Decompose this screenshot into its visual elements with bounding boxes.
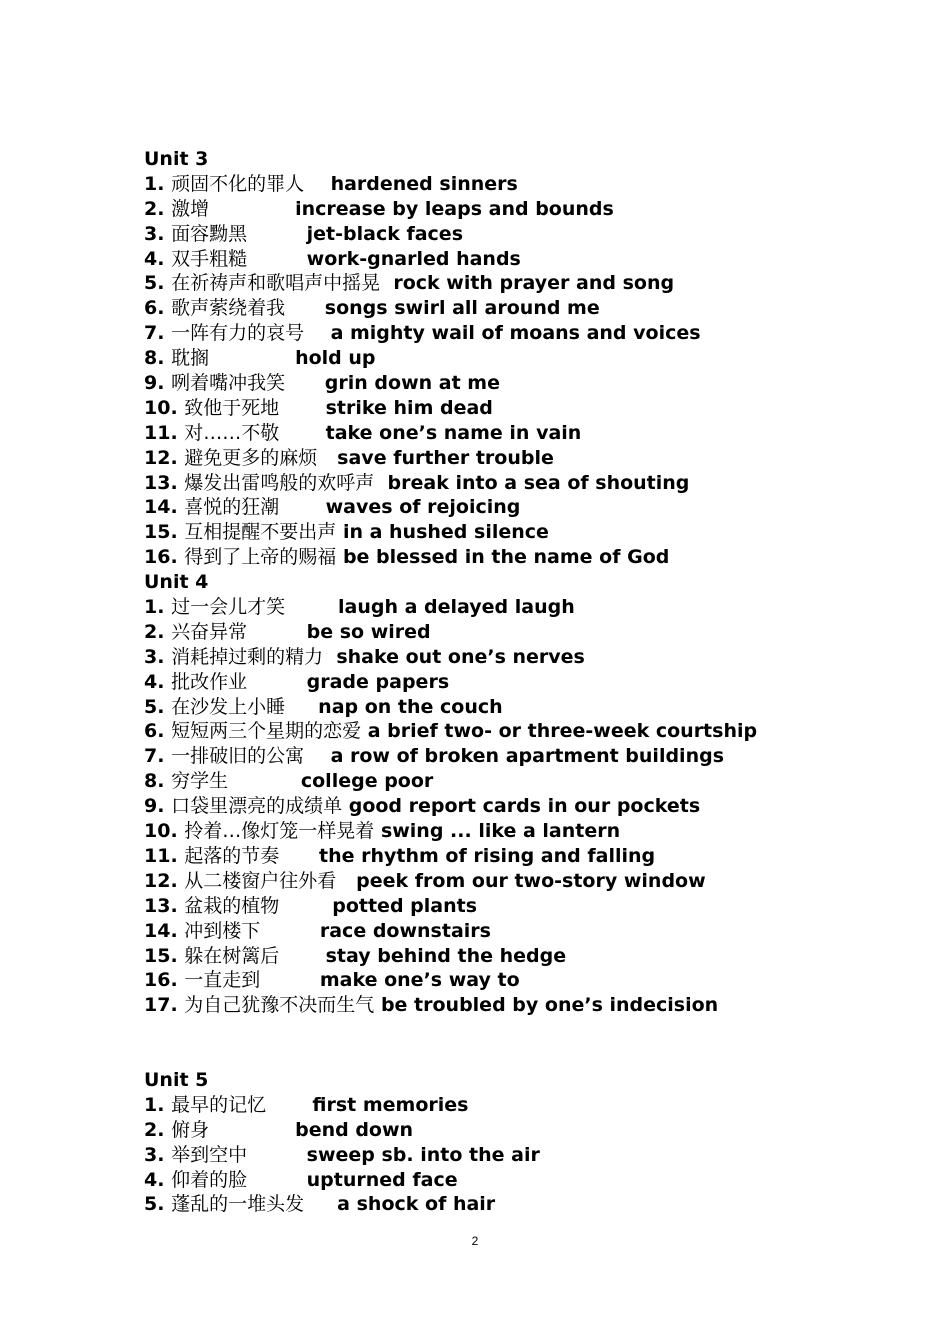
term-separator xyxy=(304,322,330,344)
english-term: a brief two- or three-week courtship xyxy=(367,720,758,743)
item-number: 5. xyxy=(144,695,165,718)
english-term: be so wired xyxy=(306,620,431,643)
vocab-item xyxy=(144,670,904,695)
item-number: 12. xyxy=(144,869,178,892)
chinese-term: 避免更多的麻烦 xyxy=(184,446,318,469)
item-number: 2. xyxy=(144,197,165,220)
item-number: 15. xyxy=(144,944,178,967)
english-term: take one’s name in vain xyxy=(325,421,582,444)
chinese-term: 兴奋异常 xyxy=(171,620,248,643)
vocab-item xyxy=(144,894,904,919)
chinese-term: 耽搁 xyxy=(171,347,210,370)
item-number: 3. xyxy=(144,645,165,668)
english-term: break into a sea of shouting xyxy=(387,471,690,494)
item-number: 4. xyxy=(144,670,165,693)
vocab-item xyxy=(144,1192,904,1217)
english-term: a row of broken apartment buildings xyxy=(330,745,725,768)
vocab-item xyxy=(144,769,904,794)
vocab-item xyxy=(144,446,904,471)
term-separator xyxy=(260,920,320,942)
vocab-item xyxy=(144,944,904,969)
english-term: strike him dead xyxy=(325,396,493,419)
item-number: 1. xyxy=(144,1093,165,1116)
vocab-item xyxy=(144,247,904,272)
english-term: nap on the couch xyxy=(318,695,503,718)
item-number: 17. xyxy=(144,994,178,1017)
vocab-item xyxy=(144,172,904,197)
chinese-term: 拎着…像灯笼一样晃着 xyxy=(184,820,375,843)
item-number: 3. xyxy=(144,222,165,245)
vocab-item xyxy=(144,993,904,1018)
item-number: 5. xyxy=(144,1193,165,1216)
english-term: songs swirl all around me xyxy=(324,297,600,320)
term-separator xyxy=(279,895,332,917)
english-term: increase by leaps and bounds xyxy=(295,197,614,220)
term-separator xyxy=(304,173,330,195)
item-number: 4. xyxy=(144,1168,165,1191)
vocab-item xyxy=(144,719,904,744)
term-separator xyxy=(285,596,338,618)
blank-space xyxy=(144,1018,904,1068)
term-separator xyxy=(336,546,343,568)
vocab-item xyxy=(144,296,904,321)
term-separator xyxy=(247,1169,307,1191)
english-term: jet-black faces xyxy=(306,222,464,245)
term-separator xyxy=(336,521,343,543)
english-term: shake out one’s nerves xyxy=(336,645,585,668)
item-number: 2. xyxy=(144,620,165,643)
unit-title: Unit 5 xyxy=(144,1068,209,1091)
item-number: 9. xyxy=(144,795,165,818)
english-term: rock with prayer and song xyxy=(393,272,675,295)
item-number: 1. xyxy=(144,596,165,619)
term-separator xyxy=(336,870,356,892)
document-body xyxy=(144,147,904,1217)
chinese-term: 冲到楼下 xyxy=(184,919,261,942)
term-separator xyxy=(209,198,295,220)
term-separator xyxy=(247,621,307,643)
term-separator xyxy=(304,1193,337,1215)
chinese-term: 致他于死地 xyxy=(184,396,280,419)
term-separator xyxy=(374,820,381,842)
chinese-term: 盆栽的植物 xyxy=(184,894,280,917)
chinese-term: 面容黝黑 xyxy=(171,222,248,245)
vocab-item xyxy=(144,1093,904,1118)
chinese-term: 蓬乱的一堆头发 xyxy=(171,1193,305,1216)
vocab-item xyxy=(144,471,904,496)
chinese-term: 互相提醒不要出声 xyxy=(184,521,337,544)
vocab-item xyxy=(144,968,904,993)
term-separator xyxy=(279,945,325,967)
chinese-term: 顽固不化的罪人 xyxy=(171,172,305,195)
term-separator xyxy=(279,422,325,444)
term-separator xyxy=(323,646,336,668)
english-term: waves of rejoicing xyxy=(325,496,521,519)
english-term: a shock of hair xyxy=(337,1193,496,1216)
term-separator xyxy=(260,969,320,991)
term-separator xyxy=(209,1119,295,1141)
item-number: 11. xyxy=(144,844,178,867)
chinese-term: 为自己犹豫不决而生气 xyxy=(184,994,375,1017)
vocab-item xyxy=(144,1168,904,1193)
chinese-term: 得到了上帝的赐福 xyxy=(184,546,337,569)
chinese-term: 一排破旧的公寓 xyxy=(171,745,305,768)
chinese-term: 激增 xyxy=(171,197,210,220)
term-separator xyxy=(247,1144,307,1166)
english-term: sweep sb. into the air xyxy=(306,1143,540,1166)
vocab-item xyxy=(144,869,904,894)
english-term: hold up xyxy=(295,347,376,370)
vocab-item xyxy=(144,321,904,346)
english-term: bend down xyxy=(295,1118,414,1141)
chinese-term: 一直走到 xyxy=(184,969,261,992)
vocab-item xyxy=(144,371,904,396)
english-term: stay behind the hedge xyxy=(325,944,567,967)
english-term: grade papers xyxy=(306,670,450,693)
unit-title: Unit 4 xyxy=(144,571,209,594)
vocab-item xyxy=(144,794,904,819)
english-term: a mighty wail of moans and voices xyxy=(330,322,701,345)
chinese-term: 最早的记忆 xyxy=(171,1093,267,1116)
item-number: 3. xyxy=(144,1143,165,1166)
vocab-item xyxy=(144,744,904,769)
page-number: 2 xyxy=(471,1234,479,1248)
vocab-item xyxy=(144,222,904,247)
item-number: 10. xyxy=(144,820,178,843)
english-term: in a hushed silence xyxy=(342,521,549,544)
english-term: save further trouble xyxy=(337,446,554,469)
chinese-term: 起落的节奏 xyxy=(184,844,280,867)
term-separator xyxy=(279,496,325,518)
unit-4-list xyxy=(144,595,904,1018)
vocab-item xyxy=(144,346,904,371)
term-separator xyxy=(247,671,307,693)
item-number: 9. xyxy=(144,372,165,395)
vocab-item xyxy=(144,421,904,446)
term-separator xyxy=(247,223,307,245)
chinese-term: 喜悦的狂潮 xyxy=(184,496,280,519)
term-separator xyxy=(285,696,318,718)
english-term: college poor xyxy=(300,770,434,793)
item-number: 10. xyxy=(144,396,178,419)
vocab-item xyxy=(144,819,904,844)
english-term: grin down at me xyxy=(324,372,500,395)
item-number: 1. xyxy=(144,172,165,195)
vocab-item xyxy=(144,595,904,620)
item-number: 13. xyxy=(144,471,178,494)
english-term: race downstairs xyxy=(319,919,491,942)
english-term: be blessed in the name of God xyxy=(342,546,670,569)
term-separator xyxy=(285,297,325,319)
term-separator xyxy=(209,347,295,369)
item-number: 14. xyxy=(144,919,178,942)
vocab-item xyxy=(144,495,904,520)
item-number: 4. xyxy=(144,247,165,270)
chinese-term: 口袋里漂亮的成绩单 xyxy=(171,795,343,818)
english-term: be troubled by one’s indecision xyxy=(380,994,719,1017)
english-term: good report cards in our pockets xyxy=(348,795,701,818)
item-number: 5. xyxy=(144,272,165,295)
english-term: work-gnarled hands xyxy=(306,247,521,270)
chinese-term: 仰着的脸 xyxy=(171,1168,248,1191)
vocab-item xyxy=(144,1118,904,1143)
vocab-item xyxy=(144,1143,904,1168)
item-number: 8. xyxy=(144,347,165,370)
term-separator xyxy=(279,397,325,419)
chinese-term: 穷学生 xyxy=(171,770,229,793)
chinese-term: 歌声萦绕着我 xyxy=(171,297,286,320)
item-number: 14. xyxy=(144,496,178,519)
item-number: 6. xyxy=(144,720,165,743)
term-separator xyxy=(304,745,330,767)
unit-title: Unit 3 xyxy=(144,148,209,170)
term-separator xyxy=(266,1094,312,1116)
chinese-term: 从二楼窗户往外看 xyxy=(184,869,337,892)
item-number: 15. xyxy=(144,521,178,544)
english-term: the rhythm of rising and falling xyxy=(319,844,656,867)
chinese-term: 爆发出雷鸣般的欢呼声 xyxy=(184,471,375,494)
english-term: make one’s way to xyxy=(319,969,520,992)
term-separator xyxy=(374,472,387,494)
unit-3-list xyxy=(144,172,904,570)
vocab-item xyxy=(144,545,904,570)
english-term: upturned face xyxy=(306,1168,458,1191)
chinese-term: 在沙发上小睡 xyxy=(171,695,286,718)
vocab-item xyxy=(144,271,904,296)
item-number: 7. xyxy=(144,322,165,345)
unit-5-list xyxy=(144,1093,904,1217)
term-separator xyxy=(374,994,381,1016)
chinese-term: 一阵有力的哀号 xyxy=(171,322,305,345)
term-separator xyxy=(285,372,325,394)
english-term: laugh a delayed laugh xyxy=(338,596,575,619)
item-number: 13. xyxy=(144,894,178,917)
english-term: peek from our two-story window xyxy=(356,869,706,892)
term-separator xyxy=(361,720,368,742)
vocab-item xyxy=(144,620,904,645)
term-separator xyxy=(342,795,349,817)
chinese-term: 消耗掉过剩的精力 xyxy=(171,645,324,668)
chinese-term: 过一会儿才笑 xyxy=(171,596,286,619)
chinese-term: 举到空中 xyxy=(171,1143,248,1166)
vocab-item xyxy=(144,695,904,720)
vocab-item xyxy=(144,844,904,869)
vocab-item xyxy=(144,396,904,421)
english-term: hardened sinners xyxy=(330,172,518,195)
term-separator xyxy=(279,845,319,867)
chinese-term: 批改作业 xyxy=(171,670,248,693)
chinese-term: 咧着嘴冲我笑 xyxy=(171,372,286,395)
chinese-term: 对……不敬 xyxy=(184,421,280,444)
chinese-term: 躲在树篱后 xyxy=(184,944,280,967)
chinese-term: 短短两三个星期的恋爱 xyxy=(171,720,362,743)
vocab-item xyxy=(144,520,904,545)
term-separator xyxy=(228,770,301,792)
chinese-term: 俯身 xyxy=(171,1118,210,1141)
item-number: 12. xyxy=(144,446,178,469)
item-number: 6. xyxy=(144,297,165,320)
chinese-term: 双手粗糙 xyxy=(171,247,248,270)
vocab-item xyxy=(144,919,904,944)
item-number: 16. xyxy=(144,546,178,569)
item-number: 16. xyxy=(144,969,178,992)
vocab-item xyxy=(144,645,904,670)
term-separator xyxy=(247,248,307,270)
item-number: 8. xyxy=(144,770,165,793)
item-number: 11. xyxy=(144,421,178,444)
english-term: first memories xyxy=(312,1093,469,1116)
term-separator xyxy=(317,447,337,469)
item-number: 2. xyxy=(144,1118,165,1141)
item-number: 7. xyxy=(144,745,165,768)
english-term: swing ... like a lantern xyxy=(380,820,621,843)
english-term: potted plants xyxy=(332,894,478,917)
term-separator xyxy=(380,272,393,294)
chinese-term: 在祈祷声和歌唱声中摇晃 xyxy=(171,272,381,295)
vocab-item xyxy=(144,197,904,222)
